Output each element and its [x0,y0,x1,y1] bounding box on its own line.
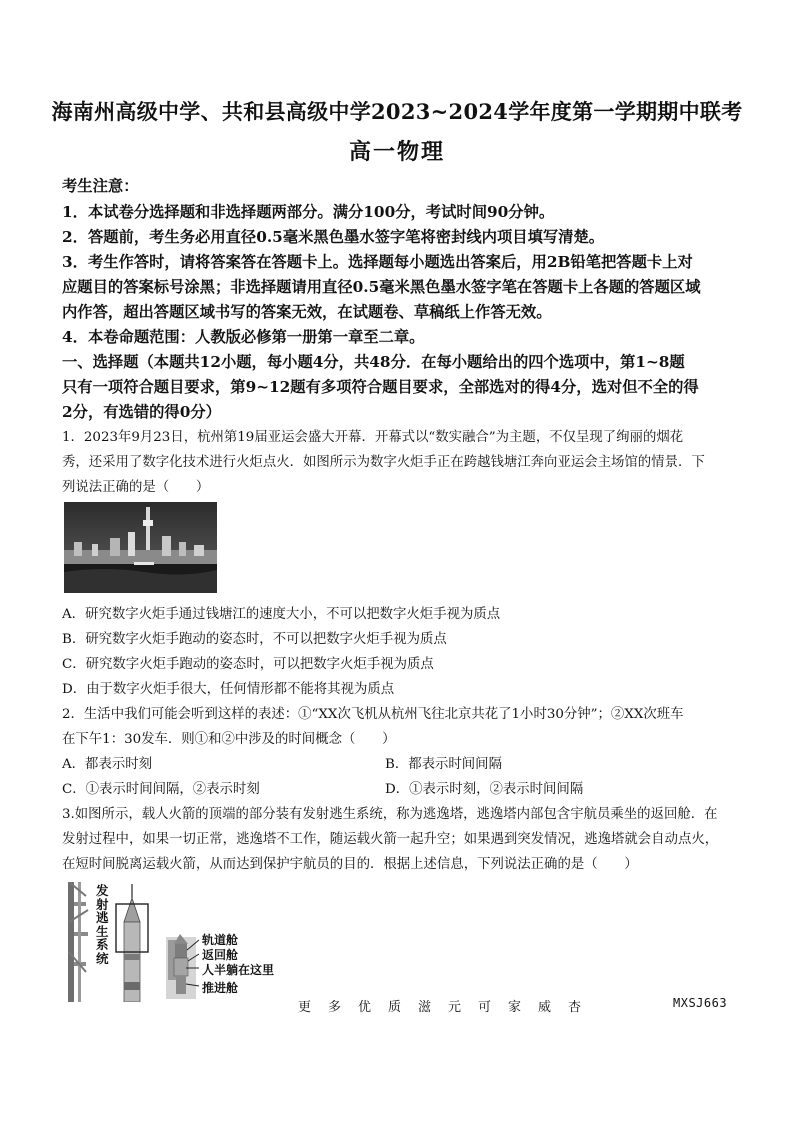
exam-title: 海南州高级中学、共和县高级中学2023~2024学年度第一学期期中联考 [51,99,743,124]
return-capsule-label: 返回舱 [202,948,239,962]
question-1-text: 秀，还采用了数字化技术进行火炬点火．如图所示为数字火炬手正在跨越钱塘江奔向亚运会主场馆的情景．下 [62,455,705,470]
question-1-option-c: C．研究数字火炬手跑动的姿态时，可以把数字火炬手视为质点 [62,657,434,672]
notice-item: 内作答，超出答题区域书写的答案无效，在试题卷、草稿纸上作答无效。 [62,303,552,321]
notice-item: 应题目的答案标号涂黑；非选择题请用直径0.5毫米黑色墨水签字笔在答题卡上各题的答题区域 [62,278,701,296]
footer-code: MXSJ663 [673,996,728,1010]
question-1-option-a: A．研究数字火炬手通过钱塘江的速度大小，不可以把数字火炬手视为质点 [62,607,501,622]
section-heading: 一、选择题（本题共12小题，每小题4分，共48分．在每小题给出的四个选项中，第1~8题 [62,353,685,371]
notice-heading: 考生注意： [62,177,139,195]
astronaut-position-label: 人半躺在这里 [202,963,275,977]
digital-torchbearer-photo [64,502,217,593]
question-3-text: 发射过程中，如果一切正常，逃逸塔不工作，随运载火箭一起升空；如果遇到突发情况，逃逸塔就会自动点火， [62,832,719,847]
question-2-option-d: D．①表示时刻，②表示时间间隔 [385,782,584,797]
question-1-text: 1．2023年9月23日，杭州第19届亚运会盛大开幕．开幕式以“数实融合”为主题，不仅呈现了绚丽的烟花 [62,430,684,445]
question-2-option-b: B．都表示时间间隔 [385,757,502,772]
question-3-text: 在短时间脱离运载火箭，从而达到保护宇航员的目的．根据上述信息，下列说法正确的是（ ） [62,857,638,872]
question-2-text: 2．生活中我们可能会听到这样的表述：①“XX次飞机从杭州飞往北京共花了1小时30分钟”；②XX次班车 [62,707,684,722]
propulsion-module-label: 推进舱 [202,981,239,995]
question-2-option-c: C．①表示时间间隔，②表示时刻 [62,782,260,797]
question-2-text: 在下午1：30发车．则①和②中涉及的时间概念（ ） [62,732,396,747]
question-3-text: 3.如图所示，载人火箭的顶端的部分装有发射逃生系统，称为逃逸塔，逃逸塔内部包含宇航员乘坐的返回舱．在 [62,807,718,822]
notice-item: 1．本试卷分选择题和非选择题两部分。满分100分，考试时间90分钟。 [62,203,555,221]
question-1-option-b: B．研究数字火炬手跑动的姿态时，不可以把数字火炬手视为质点 [62,632,447,647]
question-1-option-d: D．由于数字火炬手很大，任何情形都不能将其视为质点 [62,682,395,697]
notice-item: 3．考生作答时，请将答案答在答题卡上。选择题每小题选出答案后，用2B铅笔把答题卡上对 [62,253,693,271]
notice-item: 2．答题前，考生务必用直径0.5毫米黑色墨水签字笔将密封线内项目填写清楚。 [62,228,605,246]
notice-item: 4．本卷命题范围：人教版必修第一册第一章至二章。 [62,328,425,346]
footer-watermark-text: 更多优质滋元可家威杏 [298,1000,599,1015]
section-heading: 2分，有选错的得0分） [62,403,221,421]
question-1-text: 列说法正确的是（ ） [62,480,210,495]
rocket-escape-tower-figure [66,882,311,1002]
exam-subtitle: 高一物理 [348,139,445,165]
question-2-option-a: A．都表示时刻 [62,757,153,772]
section-heading: 只有一项符合题目要求，第9~12题有多项符合题目要求，全部选对的得4分，选对但不全的得 [62,378,699,396]
orbital-module-label: 轨道舱 [202,933,239,947]
escape-system-vertical-label: 发 射 逃 生 系 统 [96,883,109,966]
